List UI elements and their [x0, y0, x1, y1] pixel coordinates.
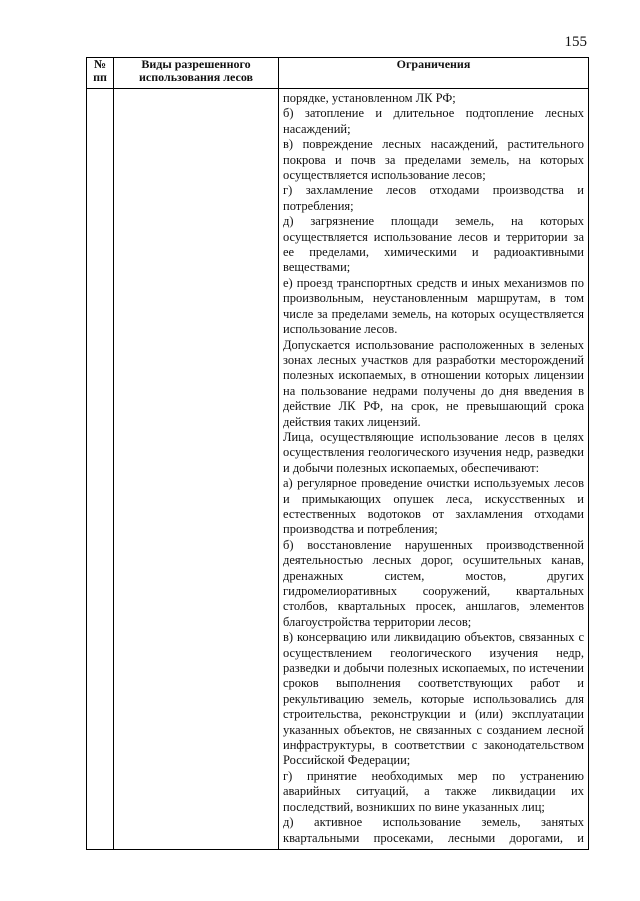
restriction-paragraph: д) загрязнение площади земель, на которых осуществляется использование лесов и территории за ее пределами, химическими и радиоактивными веществами; — [283, 214, 584, 275]
table-header-row — [87, 58, 589, 89]
restriction-paragraph: г) принятие необходимых мер по устранению аварийных ситуаций, а также ликвидации их последствий, возникших по вине указанных лиц; — [283, 768, 584, 814]
restriction-paragraph: б) восстановление нарушенных производственной деятельностью лесных дорог, осушительных канав, дренажных систем, мостов, других гидромелиоративных сооружений, квартальных столбов, квартальных просек, аншлагов, элементов благоустройства территории лесов; — [283, 537, 584, 629]
restriction-paragraph: Лица, осуществляющие использование лесов в целях осуществления геологического изучения недр, разведки и добычи полезных ископаемых, обеспечивают: — [283, 429, 584, 475]
restriction-paragraph: а) регулярное проведение очистки используемых лесов и примыкающих опушек леса, искусственных и естественных водотоков от захламления отходами производства и потребления; — [283, 476, 584, 537]
header-use-types: Виды разрешенного использования лесов — [114, 58, 279, 89]
restriction-paragraph: д) активное использование земель, занятых квартальными просеками, лесными дорогами, и — [283, 815, 584, 845]
restrictions-text — [279, 89, 588, 849]
restriction-paragraph: б) затопление и длительное подтопление лесных насаждений; — [283, 106, 584, 136]
restriction-paragraph: в) консервацию или ликвидацию объектов, связанных с осуществлением геологического изучения недр, разведки и добычи полезных ископаемых, по истечении сроков выполнения соответствующих работ и рекультивацию земель, которые использовались для строительства, реконструкции и (или) эксплуатации указанных объектов, не связанных с созданием лесной инфраструктуры, в соответствии с законодательством Российской Федерации; — [283, 630, 584, 768]
table-row — [87, 89, 589, 850]
restriction-paragraph: г) захламление лесов отходами производства и потребления; — [283, 183, 584, 213]
cell-num — [87, 89, 114, 850]
cell-use-types — [114, 89, 279, 850]
header-restrictions: Ограничения — [279, 58, 589, 89]
cell-restrictions — [279, 89, 589, 850]
restriction-paragraph: е) проезд транспортных средств и иных механизмов по произвольным, неустановленным маршрутам, в том числе за пределами земель, на которых осуществляется использование лесов. — [283, 275, 584, 337]
header-num: № пп — [87, 58, 114, 89]
restriction-paragraph: Допускается использование расположенных в зеленых зонах лесных участков для разработки месторождений полезных ископаемых, в отношении которых лицензии на пользование недрами получены до дня введения в действие ЛК РФ, на срок, не превышающий срока действия таких лицензий. — [283, 337, 584, 429]
restrictions-table — [86, 57, 589, 850]
restriction-paragraph: порядке, установленном ЛК РФ; — [283, 91, 456, 105]
page-number: 155 — [564, 34, 587, 50]
restriction-paragraph: в) повреждение лесных насаждений, растительного покрова и почв за пределами земель, на которых осуществляется использование лесов; — [283, 137, 584, 183]
